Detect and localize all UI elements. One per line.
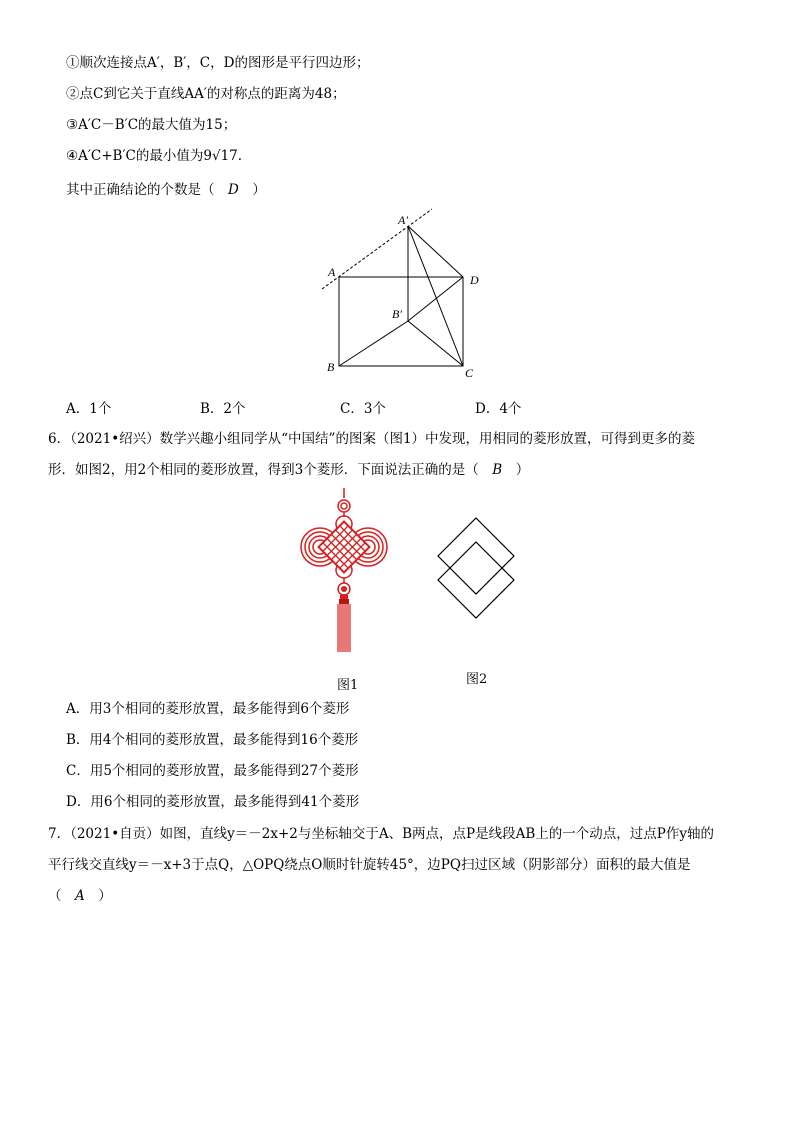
q6-option-d: D．用6个相同的菱形放置，最多能得到41个菱形 (66, 794, 360, 810)
q6-option-a: A．用3个相同的菱形放置，最多能得到6个菱形 (66, 701, 350, 717)
q5-option-c: C．3个 (340, 401, 386, 417)
label-b-prime: B′ (392, 307, 402, 321)
q6-option-b: B．用4个相同的菱形放置，最多能得到16个菱形 (66, 732, 359, 748)
segment-b-prime-d (408, 277, 463, 321)
segment-a-prime-d (408, 226, 463, 277)
two-rhombus-figure (432, 512, 520, 622)
q7-line1: 7．（2021•自贡）如图，直线y＝－2x+2与坐标轴交于A、B两点，点P是线段AB上的一个动点，过点P作y轴的 (48, 826, 715, 842)
statement-4: ④A′C+B′C的最小值为9√17. (66, 148, 243, 164)
statement-3: ③A′C－B′C的最大值为15； (66, 117, 237, 133)
label-a: A (328, 265, 336, 279)
q7-answer: A (75, 888, 85, 904)
q6-line1: 6．（2021•绍兴）数学兴趣小组同学从“中国结”的图案（图1）中发现，用相同的菱形放置，可得到更多的菱 (48, 431, 696, 447)
segment-b-prime-c (408, 321, 463, 366)
label-b: B (327, 360, 335, 374)
q7-close: ） (84, 888, 112, 904)
q5-geometry-figure (310, 205, 490, 380)
label-d: D (470, 273, 479, 287)
segment-b-b-prime (339, 321, 408, 366)
rectangle-abcd (339, 277, 463, 366)
q6-line2-text: 形．如图2，用2个相同的菱形放置，得到3个菱形．下面说法正确的是（ (48, 462, 493, 478)
q5-options (66, 397, 586, 417)
q5-close: ） (238, 182, 266, 198)
fig1-caption: 图1 (337, 678, 359, 693)
q7-line2: 平行线交直线y＝－x+3于点Q，△OPQ绕点O顺时针旋转45°，边PQ扫过区域（阴影部分）面积的最大值是 (48, 857, 691, 873)
q6-option-c: C．用5个相同的菱形放置，最多能得到27个菱形 (66, 763, 359, 779)
segment-a-prime-c (408, 226, 463, 366)
fig2-caption: 图2 (466, 672, 488, 687)
chinese-knot-image (296, 488, 392, 654)
statement-1: ①顺次连接点A′，B′，C，D的图形是平行四边形； (66, 55, 370, 71)
q6-close: ） (502, 462, 530, 478)
q5-option-d: D．4个 (475, 401, 522, 417)
q5-prompt-text: 其中正确结论的个数是（ (66, 182, 228, 198)
q5-option-a: A．1个 (66, 401, 112, 417)
label-c: C (465, 366, 474, 380)
q5-option-b: B．2个 (200, 401, 246, 417)
q7-line3 (48, 886, 112, 906)
q5-prompt (66, 180, 266, 200)
q6-answer: B (492, 462, 503, 478)
statement-2: ②点C到它关于直线AA′的对称点的距离为48； (66, 86, 346, 102)
label-a-prime: A′ (398, 213, 408, 227)
q5-answer: D (228, 182, 239, 198)
q6-line2 (48, 460, 529, 480)
q7-open: （ (48, 888, 75, 904)
